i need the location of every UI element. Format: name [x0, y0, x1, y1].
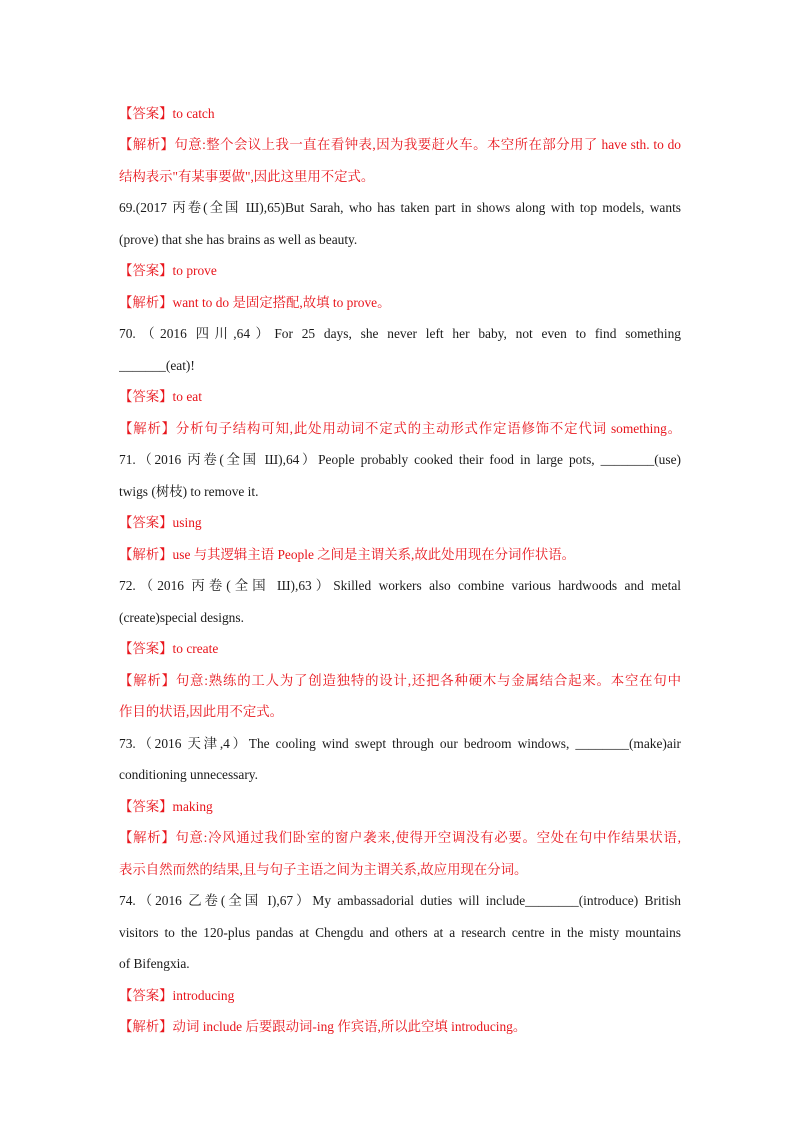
explanation-line: 【解析】use 与其逻辑主语 People 之间是主谓关系,故此处用现在分词作状语。: [119, 547, 576, 562]
question-line: (prove) that she has brains as well as beauty.: [119, 232, 358, 247]
question-line: 73.（2016 天津,4）The cooling wind swept through our bedroom windows, ________(make)air: [119, 736, 681, 751]
question-line: 74.（2016 乙卷(全国 I),67）My ambassadorial duties will include________(introduce) British: [119, 893, 681, 908]
answer-line: 【答案】using: [119, 515, 202, 530]
answer-line: 【答案】to prove: [119, 263, 217, 278]
answer-line: 【答案】to eat: [119, 389, 202, 404]
question-line: twigs (树枝) to remove it.: [119, 484, 259, 499]
explanation-line: 作目的状语,因此用不定式。: [119, 704, 284, 719]
question-line: 72.（2016 丙卷(全国 Ш),63）Skilled workers also combine various hardwoods and metal: [119, 578, 681, 593]
answer-line: 【答案】to catch: [119, 106, 215, 121]
explanation-line: 【解析】句意:冷风通过我们卧室的窗户袭来,使得开空调没有必要。空处在句中作结果状语,: [119, 830, 681, 845]
explanation-line: 【解析】分析句子结构可知,此处用动词不定式的主动形式作定语修饰不定代词 something。: [119, 421, 681, 436]
answer-line: 【答案】introducing: [119, 988, 235, 1003]
question-line: visitors to the 120-plus pandas at Chengdu and others at a research centre in the misty mountains: [119, 925, 681, 940]
explanation-line: 【解析】动词 include 后要跟动词-ing 作宾语,所以此空填 introducing。: [119, 1019, 527, 1034]
question-line: 69.(2017 丙卷(全国 Ш),65)But Sarah, who has taken part in shows along with top models, wants: [119, 200, 681, 215]
explanation-line: 【解析】句意:熟练的工人为了创造独特的设计,还把各种硬木与金属结合起来。本空在句中: [119, 673, 681, 688]
explanation-line: 表示自然而然的结果,且与句子主语之间为主谓关系,故应用现在分词。: [119, 862, 528, 877]
question-line: _______(eat)!: [119, 358, 195, 373]
question-line: 70.（2016 四川,64）For 25 days, she never left her baby, not even to find something: [119, 326, 681, 341]
explanation-line: 【解析】句意:整个会议上我一直在看钟表,因为我要赶火车。本空所在部分用了 have sth. to do: [119, 137, 681, 152]
explanation-line: 【解析】want to do 是固定搭配,故填 to prove。: [119, 295, 391, 310]
question-line: (create)special designs.: [119, 610, 244, 625]
question-line: conditioning unnecessary.: [119, 767, 258, 782]
answer-line: 【答案】making: [119, 799, 213, 814]
answer-line: 【答案】to create: [119, 641, 219, 656]
explanation-line: 结构表示"有某事要做",因此这里用不定式。: [119, 169, 375, 184]
question-line: 71.（2016 丙卷(全国 Ш),64）People probably cooked their food in large pots, ________(use): [119, 452, 681, 467]
question-line: of Bifengxia.: [119, 956, 190, 971]
